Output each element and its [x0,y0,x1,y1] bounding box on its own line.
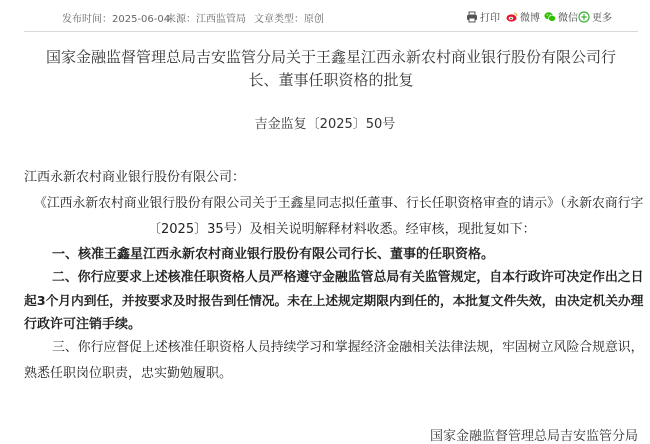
print-label: 打印 [480,13,500,24]
item-1: 一、核准王鑫星江西永新农村商业银行股份有限公司行长、董事的任职资格。 [52,247,495,262]
weibo-icon [506,11,518,23]
more-label: 更多 [592,13,612,24]
wechat-label: 微信 [558,13,578,24]
more-share-button[interactable] [578,9,612,24]
item-2-line3: 行政许可注销手续。 [24,317,142,332]
printer-icon [466,11,478,23]
item-2-line2: 起3个月内到任，并按要求及时报告到任情况。未在上述规定期限内到任的，本批复文件失效，由决定机关办理 [24,294,644,309]
article-type: 文章类型：原创 [254,14,324,25]
weibo-label: 微博 [520,13,540,24]
article-source: 来源：江西监管局 [166,14,246,25]
document-number: 吉金监复〔2025〕50号 [254,117,396,132]
item-3-line1: 三、你行应督促上述核准任职资格人员持续学习和掌握经济金融相关法律法规，牢固树立风险合规意识， [52,340,644,355]
wechat-share-button[interactable] [544,9,578,24]
plus-circle-icon [578,11,590,23]
addressee: 江西永新农村商业银行股份有限公司： [24,170,246,185]
weibo-share-button[interactable] [506,9,540,24]
item-3-line2: 熟悉任职岗位职责，忠实勤勉履职。 [24,366,233,381]
wechat-icon [544,11,556,23]
article-meta-bar [24,0,638,32]
intro-paragraph-line2: 〔2025〕35号）及相关说明解释材料收悉。经审核，现批复如下： [148,222,536,237]
intro-paragraph-line1: 《江西永新农村商业银行股份有限公司关于王鑫星同志拟任董事、行长任职资格审查的请示》（永新农商行字 [34,196,644,211]
publish-date: 发布时间：2025-06-04 [62,14,171,25]
document-title: 国家金融监督管理总局吉安监管分局关于王鑫星江西永新农村商业银行股份有限公司行 长、董事任职资格的批复 [45,48,616,89]
issuer-signature: 国家金融监督管理总局吉安监管分局 [429,429,638,444]
item-2-line1: 二、你行应要求上述核准任职资格人员严格遵守金融监管总局有关监管规定，自本行政许可决定作出之日 [52,270,644,285]
print-button[interactable] [466,9,500,24]
